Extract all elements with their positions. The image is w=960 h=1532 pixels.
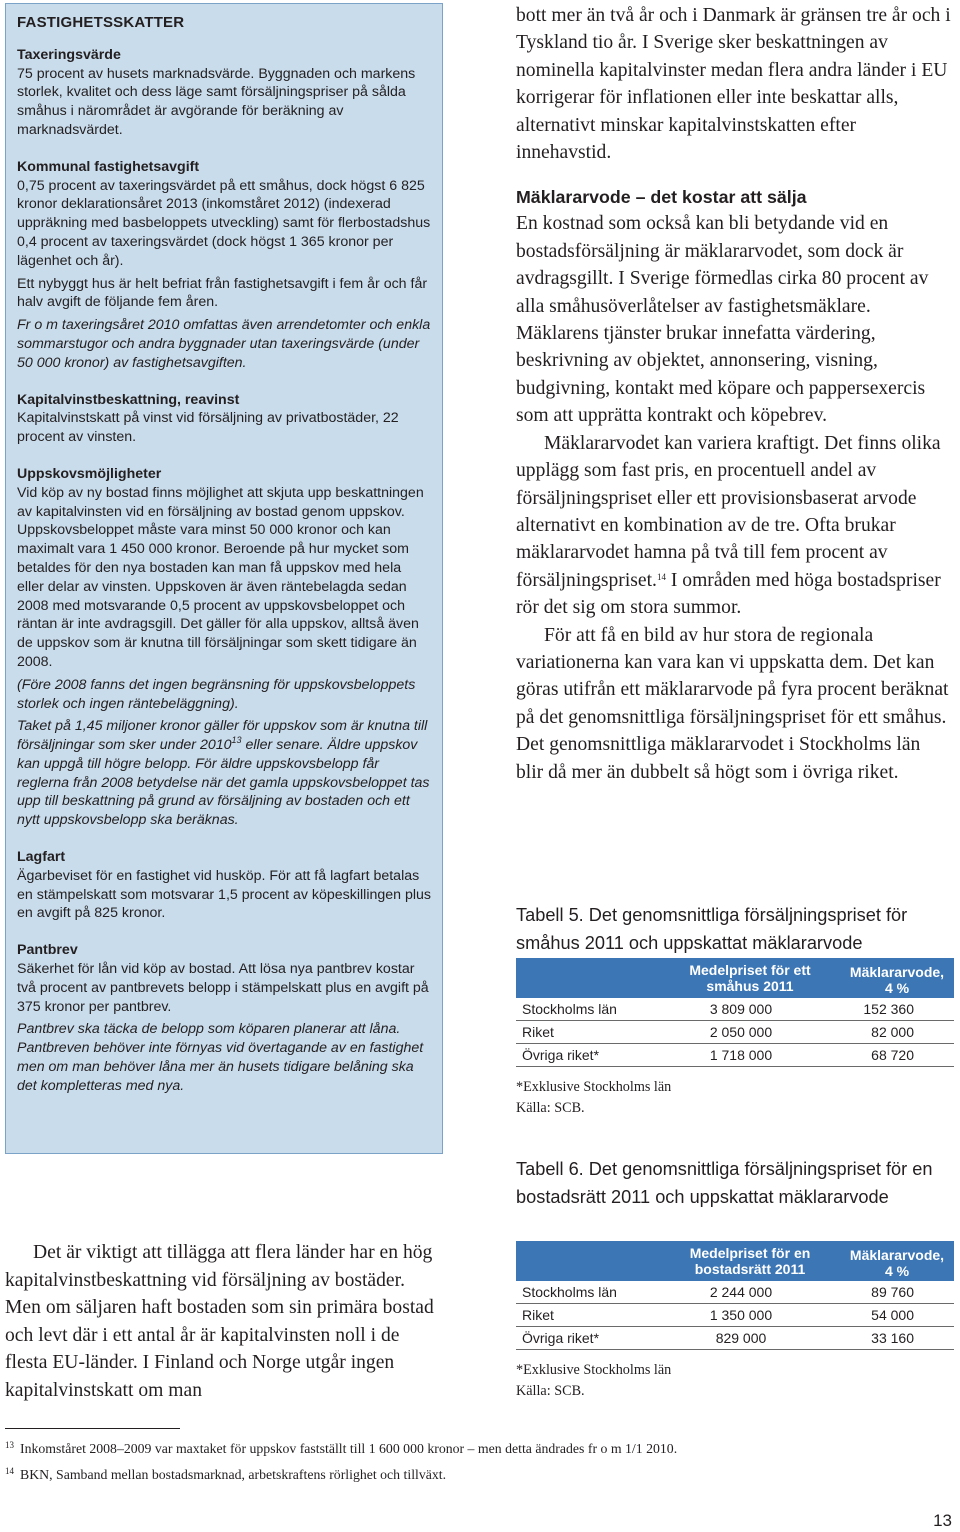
footnotes <box>5 1434 677 1486</box>
table-row <box>516 1021 954 1044</box>
section-text: Säkerhet för lån vid köp av bostad. Att lösa nya pantbrev kostar två procent av pantbrevets belopp i stämpelskatt plus en avgift på 375 kronor per pantbrev. <box>17 961 429 1015</box>
table6-notes <box>516 1360 671 1402</box>
footnote-text: Inkomståret 2008–2009 var maxtaket för uppskov fastställt till 1 600 000 kronor – men detta ändrades fr o m 1/1 2010. <box>20 1441 678 1456</box>
column-header <box>516 1241 660 1281</box>
section-note: (Före 2008 fanns det ingen begränsning för uppskovsbeloppets storlek och ingen räntebeläggning). <box>17 676 416 712</box>
fact-box <box>5 3 443 1154</box>
table-cell: Stockholms län <box>516 998 660 1021</box>
section-text: 0,75 procent av taxeringsvärdet på ett småhus, dock högst 6 825 kronor deklarationsåret 2013 (inkomståret 2012) (indexerad uppräkning med basbeloppets utveckling) samt för flerbostadshus 0,4 procent av taxeringsvärdet (dock högst 1 365 kronor per lägenhet och år). <box>17 177 431 269</box>
footnote-number: 13 <box>5 1440 14 1450</box>
note-text: Taket på 1,45 miljoner kronor gäller för uppskov som är knutna till försäljningar som sker under 2010 <box>17 718 428 754</box>
column-header <box>516 958 660 998</box>
table-row <box>516 1281 954 1304</box>
table-source: Källa: SCB. <box>516 1383 585 1399</box>
column-header: Medelpriset för ett småhus 2011 <box>660 958 840 998</box>
paragraph-text: Mäklararvodet kan variera kraftigt. Det finns olika upplägg som fast pris, en procentuell andel av försäljningspriset eller ett provisionsbaserat arvode alternativt en kombination av de tre. Ofta brukar mäklararvodet hamna på två till fem procent av försäljningspriset. <box>516 432 941 591</box>
section-kapitalvinst <box>17 391 431 447</box>
footnote-divider <box>5 1428 180 1429</box>
section-heading: Taxeringsvärde <box>17 46 121 63</box>
table-note: *Exklusive Stockholms län <box>516 1079 672 1095</box>
table5-notes <box>516 1077 671 1119</box>
right-body-text <box>516 2 952 786</box>
table-row <box>516 1304 954 1327</box>
section-text: Kapitalvinstskatt på vinst vid försäljning av privatbostäder, 22 procent av vinsten. <box>17 410 399 446</box>
footnote-ref-13: 13 <box>231 735 242 746</box>
table-cell: Riket <box>516 1304 660 1327</box>
table-row <box>516 1327 954 1350</box>
table-header-row <box>516 958 954 998</box>
section-lagfart <box>17 848 431 923</box>
section-heading-maklararvode: Mäklararvode – det kostar att sälja <box>516 187 807 208</box>
table-cell: 152 360 <box>840 998 954 1021</box>
body-paragraph: En kostnad som också kan bli betydande vid en bostadsförsäljning är mäklararvodet, som dock är avdragsgillt. I Sverige förmedlas cirka 80 procent av alla småhusöverlåtelser av fastighetsmäklare. Mäklarens tjänster brukar innefatta värdering, beskrivning av objektet, annonsering, visning, budgivning, kontakt med köpare och pappersexercis som att upprätta kontrakt och köpebrev. <box>516 213 929 427</box>
table-cell: Övriga riket* <box>516 1044 660 1067</box>
table-cell: 1 718 000 <box>660 1044 840 1067</box>
footnote-14 <box>5 1460 677 1486</box>
table-note: *Exklusive Stockholms län <box>516 1362 672 1378</box>
column-header: Medelpriset för en bostadsrätt 2011 <box>660 1241 840 1281</box>
table6 <box>516 1241 954 1350</box>
table5 <box>516 958 954 1067</box>
body-paragraph: bott mer än två år och i Danmark är gränsen tre år och i Tyskland tio år. I Sverige sker beskattningen av nominella kapitalvinster medan flera andra länder i EU korrigerar för inflationen eller inte beskattar alls, alternativt minskar kapitalvinstskatten efter innehavstid. <box>516 5 951 164</box>
table-cell: Riket <box>516 1021 660 1044</box>
table-cell: 1 350 000 <box>660 1304 840 1327</box>
section-note: Fr o m taxeringsåret 2010 omfattas även arrendetomter och enkla sommarstugor och andra byggnader utan taxeringsvärde (under 50 000 kronor) av fastighetsavgiften. <box>17 317 431 371</box>
section-note: Pantbrev ska täcka de belopp som köparen planerar att låna. Pantbreven behöver inte förnyas vid övertagande av en fastighet men om man behöver låna mer än husets tidigare belåning ska det kompletteras med nya. <box>17 1021 424 1094</box>
section-heading: Lagfart <box>17 849 66 866</box>
table-cell: Stockholms län <box>516 1281 660 1304</box>
section-text: 75 procent av husets marknadsvärde. Byggnaden och markens storlek, kvalitet och dess läge samt försäljningspriser på sålda småhus i närområdet är avgörande för beräkning av marknadsvärdet. <box>17 65 416 138</box>
table-cell: 68 720 <box>840 1044 954 1067</box>
footnote-number: 14 <box>5 1466 14 1476</box>
section-note <box>17 717 431 830</box>
footnote-13 <box>5 1434 677 1460</box>
factbox-title: FASTIGHETSSKATTER <box>17 14 185 31</box>
body-paragraph <box>516 430 952 622</box>
body-paragraph: Det är viktigt att tillägga att flera länder har en hög kapitalvinstbeskattning vid försäljning av bostäder. Men om säljaren haft bostaden som sin primära bostad och levt där i ett antal år är kapitalvinsten noll i de flesta EU-länder. I Finland och Norge utgår ingen kapitalvinstskatt om man <box>5 1242 434 1401</box>
table-cell: 829 000 <box>660 1327 840 1350</box>
section-heading: Uppskovsmöjligheter <box>17 465 162 482</box>
body-paragraph: För att få en bild av hur stora de regionala variationerna kan vara kan vi uppskatta dem. Det kan göras utifrån ett mäklararvode på fyra procent beräknat på det genomsnittliga försäljningspriset för ett småhus. Det genomsnittliga mäklararvodet i Stockholms län blir då mer än dubbelt så högt som i övriga riket. <box>516 624 949 783</box>
section-heading: Kapitalvinstbeskattning, reavinst <box>17 391 240 408</box>
section-kommunal-fastighetsavgift <box>17 158 431 373</box>
section-uppskov <box>17 465 431 830</box>
table-cell: 89 760 <box>840 1281 954 1304</box>
section-taxeringsvarde <box>17 46 431 140</box>
table-cell: 54 000 <box>840 1304 954 1327</box>
left-body-text <box>5 1239 445 1405</box>
table-cell: 2 050 000 <box>660 1021 840 1044</box>
page-number: 13 <box>933 1511 952 1530</box>
table-cell: 2 244 000 <box>660 1281 840 1304</box>
table-cell: Övriga riket* <box>516 1327 660 1350</box>
table-cell: 33 160 <box>840 1327 954 1350</box>
section-pantbrev <box>17 941 431 1095</box>
table6-caption: Tabell 6. Det genomsnittliga försäljningspriset för en bostadsrätt 2011 och uppskattat mäklararvode <box>516 1159 933 1207</box>
section-heading: Pantbrev <box>17 942 78 959</box>
table-cell: 82 000 <box>840 1021 954 1044</box>
table-source: Källa: SCB. <box>516 1100 585 1116</box>
table-row <box>516 1044 954 1067</box>
column-header: Mäklararvode, 4 % <box>840 958 954 998</box>
section-text: Vid köp av ny bostad finns möjlighet att skjuta upp beskattningen av kapitalvinsten vid en försäljning av bostad genom uppskov. Uppskovsbeloppet måste vara minst 50 000 kronor och kan maximalt vara 1 450 000 kronor. Beroende på hur mycket som betaldes för den nya bostaden kan man få uppskov med hela eller delar av vinsten. Uppskoven är även räntebelagda sedan 2008 med motsvarande 0,5 procent av uppskovsbeloppet och räntan är inte avdragsgill. Det gäller för alla uppskov, alltså även de uppskov som är knutna till försäljningar som skett tidigare än 2008. <box>17 484 424 670</box>
section-heading: Kommunal fastighetsavgift <box>17 158 200 175</box>
paragraph-text: I områden med höga bostadspriser rör det sig om stora summor. <box>516 569 941 619</box>
table-header-row <box>516 1241 954 1281</box>
footnote-text: BKN, Samband mellan bostadsmarknad, arbetskraftens rörlighet och tillväxt. <box>20 1467 447 1482</box>
section-text: Ett nybyggt hus är helt befriat från fastighetsavgift i fem år och får halv avgift de följande fem åren. <box>17 275 428 311</box>
section-text: Ägarbeviset för en fastighet vid husköp. För att få lagfart betalas en stämpelskatt som motsvarar 1,5 procent av köpeskillingen plus en avgift på 825 kronor. <box>17 867 432 922</box>
footnote-ref-14: 14 <box>656 571 666 582</box>
table5-caption: Tabell 5. Det genomsnittliga försäljningspriset för småhus 2011 och uppskattat mäklararvode <box>516 905 908 953</box>
table-row <box>516 998 954 1021</box>
note-text: eller senare. Äldre uppskov kan uppgå till högre belopp. För äldre uppskovsbelopp får reglerna från 2008 betydelse när det gamla uppskovsbeloppet tas upp till beskattning på grund av försäljning av bostaden och ett nytt uppskovsbelopp ska beräknas. <box>17 737 430 829</box>
column-header: Mäklararvode, 4 % <box>840 1241 954 1281</box>
table-cell: 3 809 000 <box>660 998 840 1021</box>
